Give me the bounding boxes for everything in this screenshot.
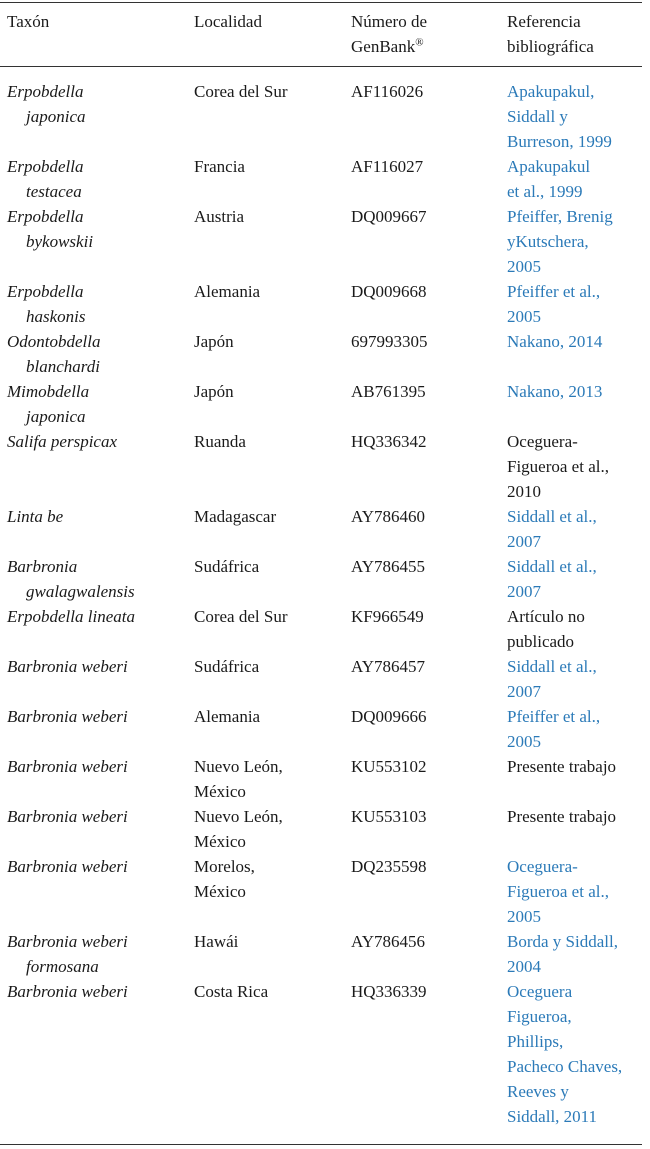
header-referencia: Referencia bibliográfica [507, 12, 594, 56]
cell-taxon: Barbronia weberi [7, 982, 128, 1001]
cell-localidad: Nuevo León, México [194, 757, 283, 801]
cell-taxon: Erpobdella testacea [7, 157, 84, 201]
cell-reference: Oceguera- Figueroa et al., 2010 [507, 432, 609, 501]
cell-genbank: AF116026 [351, 82, 424, 101]
header-genbank: Número de GenBank® [351, 12, 428, 56]
cell-localidad: Costa Rica [194, 982, 269, 1001]
cell-genbank: AY786456 [351, 932, 425, 951]
cell-taxon: Erpobdella haskonis [7, 282, 86, 326]
cell-taxon: Barbronia weberi [7, 657, 128, 676]
cell-genbank: KF966549 [351, 607, 424, 626]
cell-genbank: KU553103 [351, 807, 427, 826]
table-body [7, 67, 647, 1129]
cell-genbank: DQ009668 [351, 282, 427, 301]
table-row [7, 329, 647, 379]
table-row [7, 754, 647, 804]
cell-localidad: Morelos, México [194, 857, 255, 901]
cell-localidad: Sudáfrica [194, 657, 260, 676]
cell-reference: Presente trabajo [507, 807, 617, 826]
cell-reference-link[interactable]: Oceguera- Figueroa et al., 2005 [507, 857, 609, 926]
table-row [7, 504, 647, 554]
cell-localidad: Corea del Sur [194, 82, 288, 101]
table-row [7, 929, 647, 979]
cell-localidad: Corea del Sur [194, 607, 288, 626]
table-row [7, 804, 647, 854]
table-row [7, 429, 647, 504]
cell-taxon: Erpobdella japonica [7, 82, 86, 126]
table-row [7, 154, 647, 204]
table-row [7, 279, 647, 329]
cell-reference: Artículo no publicado [507, 607, 585, 651]
cell-taxon: Odontobdella blanchardi [7, 332, 101, 376]
cell-reference-link[interactable]: Nakano, 2013 [507, 382, 603, 401]
table-bottom-rule [0, 1144, 642, 1145]
cell-localidad: Francia [194, 157, 245, 176]
table-top-rule [0, 2, 642, 3]
cell-reference-link[interactable]: Siddall et al., 2007 [507, 557, 597, 601]
cell-taxon: Barbronia weberi [7, 857, 128, 876]
table-header [7, 9, 647, 67]
cell-reference-link[interactable]: Apakupakul, Siddall y Burreson, 1999 [507, 82, 612, 151]
cell-localidad: Alemania [194, 282, 261, 301]
cell-genbank: AF116027 [351, 157, 424, 176]
cell-genbank: KU553102 [351, 757, 427, 776]
header-localidad: Localidad [194, 12, 262, 31]
table-row [7, 854, 647, 929]
cell-genbank: AB761395 [351, 382, 426, 401]
cell-reference-link[interactable]: Siddall et al., 2007 [507, 657, 597, 701]
cell-genbank: DQ009666 [351, 707, 427, 726]
cell-genbank: DQ009667 [351, 207, 427, 226]
genbank-table [7, 9, 647, 1129]
cell-reference-link[interactable]: Borda y Siddall, 2004 [507, 932, 618, 976]
cell-localidad: Alemania [194, 707, 261, 726]
table-row [7, 704, 647, 754]
header-taxon: Taxón [7, 12, 50, 31]
cell-genbank: HQ336342 [351, 432, 427, 451]
cell-taxon: Barbronia weberi [7, 807, 128, 826]
cell-genbank: HQ336339 [351, 982, 427, 1001]
table-row [7, 379, 647, 429]
cell-taxon: Barbronia weberi [7, 707, 128, 726]
cell-localidad: Japón [194, 332, 234, 351]
table-row [7, 204, 647, 279]
cell-taxon: Salifa perspicax [7, 432, 118, 451]
cell-reference-link[interactable]: Apakupakul et al., 1999 [507, 157, 591, 201]
cell-genbank: DQ235598 [351, 857, 427, 876]
cell-localidad: Nuevo León, México [194, 807, 283, 851]
cell-localidad: Japón [194, 382, 234, 401]
table-row [7, 554, 647, 604]
table-row [7, 604, 647, 654]
cell-localidad: Sudáfrica [194, 557, 260, 576]
cell-localidad: Austria [194, 207, 245, 226]
cell-taxon: Barbronia weberi formosana [7, 932, 128, 976]
cell-genbank: AY786457 [351, 657, 425, 676]
cell-localidad: Madagascar [194, 507, 277, 526]
cell-reference-link[interactable]: Nakano, 2014 [507, 332, 603, 351]
cell-taxon: Barbronia weberi [7, 757, 128, 776]
cell-localidad: Hawái [194, 932, 239, 951]
table-row [7, 67, 647, 154]
cell-genbank: AY786455 [351, 557, 425, 576]
cell-taxon: Mimobdella japonica [7, 382, 90, 426]
cell-taxon: Erpobdella lineata [7, 607, 135, 626]
cell-reference-link[interactable]: Pfeiffer et al., 2005 [507, 707, 601, 751]
cell-taxon: Linta be [7, 507, 64, 526]
cell-localidad: Ruanda [194, 432, 246, 451]
cell-taxon: Erpobdella bykowskii [7, 207, 94, 251]
cell-reference-link[interactable]: Siddall et al., 2007 [507, 507, 597, 551]
cell-reference-link[interactable]: Pfeiffer et al., 2005 [507, 282, 601, 326]
table-row [7, 979, 647, 1129]
table-row [7, 654, 647, 704]
cell-genbank: AY786460 [351, 507, 425, 526]
cell-reference-link[interactable]: Pfeiffer, Brenig yKutschera, 2005 [507, 207, 613, 276]
cell-reference: Presente trabajo [507, 757, 617, 776]
cell-reference-link[interactable]: Oceguera Figueroa, Phillips, Pacheco Chaves, Reeves y Siddall, 2011 [507, 982, 623, 1126]
cell-genbank: 697993305 [351, 332, 428, 351]
cell-taxon: Barbronia gwalagwalensis [7, 557, 135, 601]
